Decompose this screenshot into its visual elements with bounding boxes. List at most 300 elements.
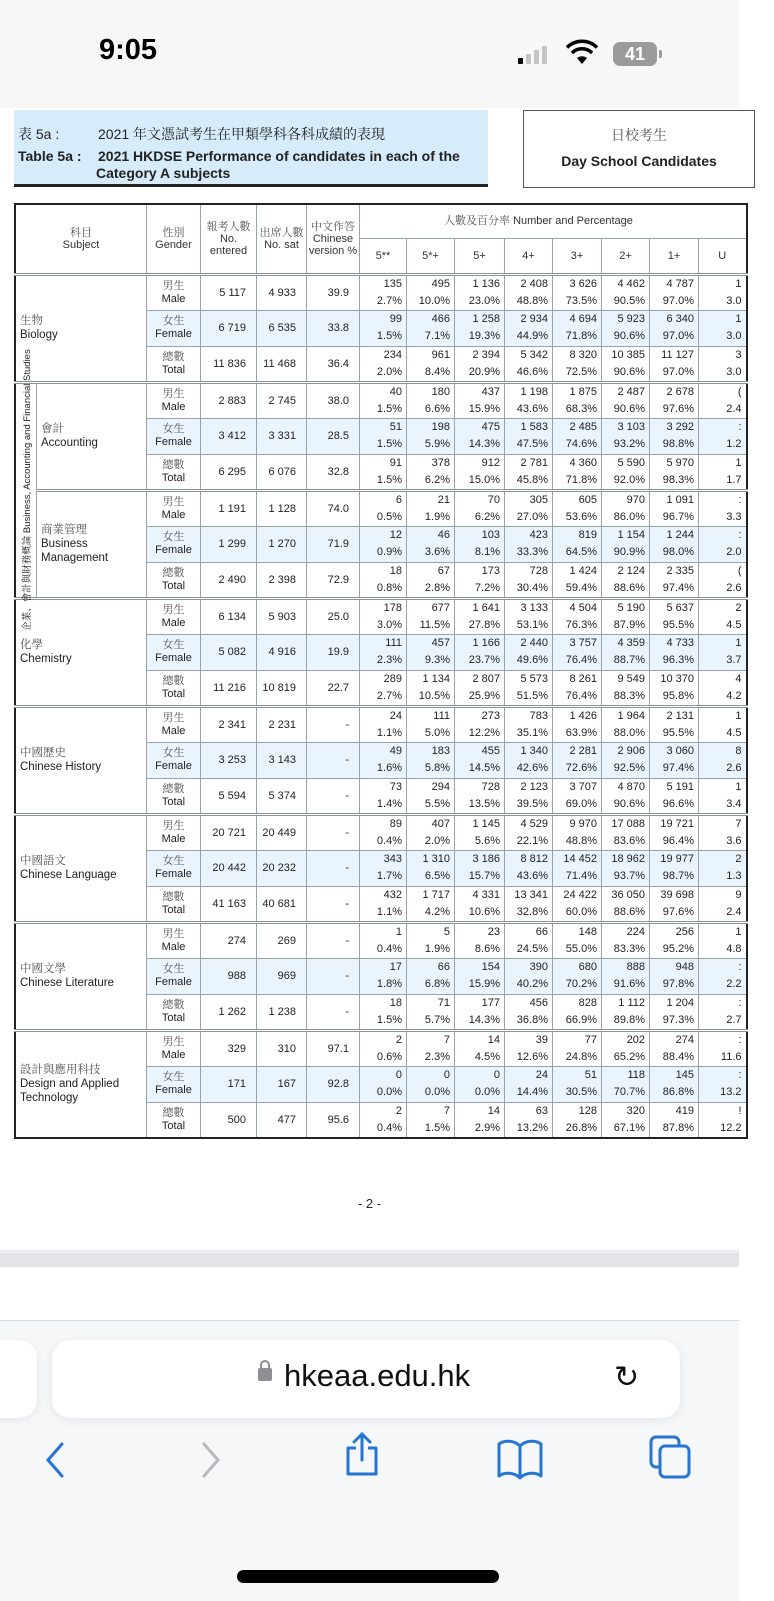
- grade-percent: 42.6%: [516, 762, 548, 774]
- grade-cell: [407, 382, 455, 418]
- grade-percent: 14.5%: [468, 762, 500, 774]
- grade-count: 1: [735, 313, 742, 325]
- home-indicator[interactable]: [237, 1570, 499, 1583]
- grade-cell: [699, 346, 747, 382]
- sat-cell: 2 745: [257, 382, 307, 418]
- grade-count: 8 812: [520, 853, 548, 865]
- grade-count: 1: [735, 709, 742, 722]
- entered-cell: 41 163: [201, 886, 257, 922]
- grade-count: 4 359: [617, 637, 645, 649]
- gender-en: Female: [155, 436, 192, 448]
- grade-cell: [699, 1030, 747, 1066]
- grade-count: 2 807: [472, 672, 500, 685]
- grade-cell: [553, 634, 602, 670]
- grade-percent: 91.6%: [613, 978, 645, 990]
- grade-cell: [650, 454, 699, 490]
- gender-zh: 總數: [162, 1106, 185, 1119]
- grade-cell: [455, 1102, 505, 1138]
- grade-count: 111: [385, 637, 402, 649]
- gender-en: Male: [161, 832, 186, 845]
- url-text[interactable]: hkeaa.edu.hk: [284, 1358, 471, 1393]
- grade-count: 5 573: [520, 672, 548, 685]
- grade-count: 118: [627, 1069, 645, 1081]
- grade-count: 2 781: [520, 456, 548, 469]
- grade-percent: 76.4%: [565, 654, 597, 666]
- grade-cell: [407, 418, 455, 454]
- grade-count: 728: [481, 780, 500, 793]
- grade-cell: [650, 526, 699, 562]
- grade-percent: 97.8%: [662, 978, 694, 990]
- grade-cell: [360, 490, 407, 526]
- table-row: [15, 274, 747, 310]
- grade-percent: 1.7: [726, 473, 742, 486]
- grade-cell: [360, 346, 407, 382]
- gender-cell: [147, 742, 201, 778]
- grade-count: 2 335: [666, 564, 694, 577]
- grade-percent: 65.2%: [613, 1050, 645, 1063]
- grade-cell: [455, 418, 505, 454]
- grade-count: 7: [443, 1104, 450, 1117]
- grade-cell: [455, 634, 505, 670]
- grade-count: 1: [735, 456, 742, 469]
- grade-cell: [553, 1066, 602, 1102]
- grade-count: :: [738, 961, 742, 973]
- title-en-label: Table 5a :: [18, 148, 82, 164]
- grade-percent: 55.0%: [565, 942, 597, 955]
- subject-name-en: Chinese Literature: [20, 977, 114, 989]
- grade-count: 6 340: [666, 313, 694, 325]
- chinese-version-cell: 74.0: [307, 490, 360, 526]
- grade-count: 3 133: [520, 601, 548, 614]
- lock-icon: [258, 1368, 272, 1381]
- entered-cell: 11 836: [201, 346, 257, 382]
- grade-percent: 3.0: [726, 330, 742, 342]
- grade-percent: 10.5%: [418, 689, 450, 702]
- table-row: [15, 490, 747, 526]
- grade-count: 5 190: [617, 601, 645, 614]
- grade-count: 819: [578, 529, 597, 541]
- grade-count: !: [738, 1104, 742, 1117]
- grade-cell: [650, 346, 699, 382]
- entered-cell: 11 216: [201, 670, 257, 706]
- grade-count: 3 707: [569, 780, 597, 793]
- grade-percent: 88.3%: [613, 689, 645, 702]
- grade-count: 3 626: [569, 277, 597, 290]
- grade-cell: [505, 346, 553, 382]
- chinese-version-cell: -: [307, 886, 360, 922]
- subject-name: [15, 274, 147, 382]
- subject-name-en: Design and Applied Technology: [20, 1078, 120, 1105]
- sat-cell: 3 143: [257, 742, 307, 778]
- grade-cell: [699, 814, 747, 850]
- subject-name-en: Business Management: [41, 538, 109, 564]
- grade-count: (: [737, 385, 742, 398]
- grade-count: 3 103: [617, 421, 645, 433]
- grade-count: 17 088: [611, 817, 645, 830]
- grade-cell: [455, 778, 505, 814]
- subject-name-zh: 設計與應用科技: [20, 1064, 101, 1077]
- grade-percent: 1.9%: [424, 510, 450, 523]
- subject-name-zh: 商業管理: [41, 524, 87, 536]
- grade-count: 154: [481, 961, 500, 973]
- grade-cell: [505, 490, 553, 526]
- grade-percent: 5.8%: [424, 762, 450, 774]
- header-grade: 5**: [360, 238, 407, 274]
- grade-cell: [650, 274, 699, 310]
- grade-cell: [699, 994, 747, 1030]
- grade-cell: [407, 814, 455, 850]
- grade-percent: 0.9%: [376, 546, 402, 558]
- grade-percent: 6.2%: [424, 473, 450, 486]
- wifi-icon: [566, 40, 598, 66]
- grade-cell: [505, 1030, 553, 1066]
- sat-cell: 1 238: [257, 994, 307, 1030]
- grade-cell: [505, 382, 553, 418]
- grade-percent: 0.8%: [376, 581, 402, 594]
- grade-count: 46: [437, 529, 450, 541]
- gender-cell: [147, 706, 201, 742]
- grade-percent: 2.3%: [376, 654, 402, 666]
- subject-group-text: 企業、會計與財務概論 Business, Accounting and Financial Studies: [22, 349, 33, 631]
- grade-percent: 92.5%: [613, 762, 645, 774]
- grade-percent: 97.0%: [662, 330, 694, 342]
- header-gender: 性別 Gender: [147, 204, 201, 274]
- page-number: - 2 -: [357, 1196, 382, 1211]
- grade-cell: [602, 382, 650, 418]
- grade-count: 40: [389, 385, 402, 398]
- grade-cell: [505, 886, 553, 922]
- entered-cell: 500: [201, 1102, 257, 1138]
- grade-count: 273: [481, 709, 500, 722]
- grade-cell: [650, 634, 699, 670]
- grade-percent: 1.1%: [376, 726, 402, 739]
- sat-cell: 477: [257, 1102, 307, 1138]
- grade-count: 728: [529, 564, 548, 577]
- grade-percent: 1.5%: [376, 330, 402, 342]
- grade-count: 3: [735, 348, 742, 361]
- grade-count: 23: [487, 925, 500, 938]
- grade-cell: [602, 454, 650, 490]
- grade-count: 677: [431, 601, 450, 614]
- address-bar[interactable]: [52, 1340, 680, 1418]
- grade-cell: [650, 958, 699, 994]
- gender-cell: [147, 274, 201, 310]
- gender-en: Total: [161, 903, 186, 916]
- grade-cell: [699, 526, 747, 562]
- grade-cell: [602, 922, 650, 958]
- gender-zh: 男生: [162, 927, 185, 940]
- candidates-en: Day School Candidates: [561, 153, 717, 169]
- grade-percent: 2.8%: [424, 581, 450, 594]
- grade-percent: 10.0%: [418, 294, 450, 307]
- chinese-version-cell: 32.8: [307, 454, 360, 490]
- grade-cell: [360, 814, 407, 850]
- share-icon[interactable]: [344, 1430, 380, 1478]
- reload-icon[interactable]: ↻: [614, 1361, 640, 1394]
- grade-percent: 35.1%: [516, 726, 548, 739]
- grade-percent: 1.4%: [376, 797, 402, 810]
- gender-cell: [147, 814, 201, 850]
- gender-zh: 女生: [162, 963, 185, 975]
- grade-cell: [602, 994, 650, 1030]
- grade-count: 198: [431, 421, 450, 433]
- subject-name-zh: 會計: [41, 423, 64, 435]
- sat-cell: 1 128: [257, 490, 307, 526]
- gender-cell: [147, 1030, 201, 1066]
- grade-count: 961: [431, 348, 450, 361]
- grade-cell: [699, 454, 747, 490]
- grade-count: 18 962: [611, 853, 645, 865]
- grade-percent: 88.0%: [613, 726, 645, 739]
- gender-cell: [147, 922, 201, 958]
- grade-cell: [650, 1030, 699, 1066]
- grade-percent: 97.6%: [662, 402, 694, 415]
- title-zh-label: 表 5a :: [18, 126, 60, 142]
- tabs-icon[interactable]: [648, 1434, 692, 1480]
- grade-percent: 97.4%: [662, 762, 694, 774]
- grade-count: 8 320: [569, 348, 597, 361]
- grade-count: 407: [431, 817, 450, 830]
- grade-cell: [602, 958, 650, 994]
- grade-cell: [455, 274, 505, 310]
- subject-name: [15, 1030, 147, 1138]
- grade-percent: 2.0%: [376, 365, 402, 378]
- sat-cell: 3 331: [257, 418, 307, 454]
- grade-cell: [407, 778, 455, 814]
- grade-percent: 1.5%: [376, 402, 402, 415]
- grade-count: 7: [735, 817, 742, 830]
- gender-zh: 女生: [162, 747, 185, 759]
- gender-zh: 女生: [162, 531, 185, 543]
- grade-percent: 46.6%: [516, 365, 548, 378]
- grade-cell: [505, 562, 553, 598]
- gender-cell: [147, 994, 201, 1030]
- gender-zh: 總數: [162, 890, 185, 903]
- grade-percent: 48.8%: [516, 294, 548, 307]
- grade-cell: [650, 1102, 699, 1138]
- grade-percent: 13.2: [720, 1086, 742, 1098]
- grade-count: 39 698: [660, 888, 694, 901]
- chinese-version-cell: 25.0: [307, 598, 360, 634]
- grade-count: 17: [389, 961, 402, 973]
- grade-percent: 8.4%: [424, 365, 450, 378]
- grade-percent: 3.6: [726, 834, 742, 847]
- grade-count: 3 757: [569, 637, 597, 649]
- grade-count: 5 590: [617, 456, 645, 469]
- grade-count: 605: [578, 493, 597, 506]
- grade-count: 1 198: [520, 385, 548, 398]
- gender-zh: 總數: [162, 782, 185, 795]
- grade-cell: [360, 1030, 407, 1066]
- gender-zh: 男生: [162, 495, 185, 508]
- grade-cell: [553, 958, 602, 994]
- grade-cell: [505, 958, 553, 994]
- grade-count: 1 424: [569, 564, 597, 577]
- entered-cell: 171: [201, 1066, 257, 1102]
- grade-count: 419: [675, 1104, 694, 1117]
- grade-count: 2 906: [617, 745, 645, 757]
- bookmarks-icon[interactable]: [496, 1436, 544, 1480]
- grade-cell: [455, 1066, 505, 1102]
- sat-cell: 40 681: [257, 886, 307, 922]
- grade-percent: 14.4%: [516, 1086, 548, 1098]
- grade-cell: [650, 706, 699, 742]
- grade-cell: [505, 274, 553, 310]
- chinese-version-cell: 28.5: [307, 418, 360, 454]
- battery-icon: 41: [613, 42, 657, 66]
- gender-en: Female: [155, 868, 192, 880]
- gender-en: Total: [161, 687, 186, 700]
- grade-count: 475: [481, 421, 500, 433]
- grade-cell: [360, 670, 407, 706]
- title-en-line1: 2021 HKDSE Performance of candidates in each of the: [98, 148, 460, 164]
- grade-count: 256: [675, 925, 694, 938]
- grade-percent: 1.7%: [376, 870, 402, 882]
- grade-percent: 5.9%: [424, 438, 450, 450]
- grade-percent: 3.0%: [376, 618, 402, 631]
- entered-cell: 6 295: [201, 454, 257, 490]
- grade-cell: [360, 850, 407, 886]
- grade-count: 21: [437, 493, 450, 506]
- grade-cell: [455, 526, 505, 562]
- grade-cell: [699, 778, 747, 814]
- previous-tab-pill[interactable]: [0, 1340, 37, 1418]
- subject-name: [37, 382, 147, 490]
- grade-percent: 95.5%: [662, 726, 694, 739]
- grade-percent: 73.5%: [565, 294, 597, 307]
- gender-cell: [147, 850, 201, 886]
- grade-cell: [602, 634, 650, 670]
- page-separator: [0, 1250, 739, 1267]
- grade-cell: [505, 742, 553, 778]
- header-grade: 5*+: [407, 238, 455, 274]
- back-icon[interactable]: [40, 1440, 70, 1480]
- grade-count: 1 426: [569, 709, 597, 722]
- grade-percent: 2.6: [726, 581, 742, 594]
- grade-count: 1 964: [617, 709, 645, 722]
- grade-percent: 4.5: [726, 726, 742, 739]
- grade-percent: 90.5%: [613, 294, 645, 307]
- grade-count: 77: [584, 1033, 597, 1046]
- grade-cell: [455, 742, 505, 778]
- grade-count: 1 340: [520, 745, 548, 757]
- grade-count: 2: [395, 1104, 402, 1117]
- entered-cell: 1 191: [201, 490, 257, 526]
- grade-count: 1 136: [472, 277, 500, 290]
- grade-cell: [699, 490, 747, 526]
- grade-cell: [360, 562, 407, 598]
- grade-count: 19 721: [660, 817, 694, 830]
- grade-percent: 4.5%: [474, 1050, 500, 1063]
- grade-percent: 10.6%: [468, 905, 500, 918]
- grade-percent: 59.4%: [565, 581, 597, 594]
- grade-percent: 53.1%: [516, 618, 548, 631]
- sat-cell: 2 398: [257, 562, 307, 598]
- grade-count: 1: [735, 925, 742, 938]
- grade-cell: [602, 742, 650, 778]
- entered-cell: 5 082: [201, 634, 257, 670]
- grade-cell: [455, 454, 505, 490]
- grade-percent: 8.1%: [474, 546, 500, 558]
- grade-percent: 2.9%: [474, 1121, 500, 1134]
- grade-count: 2 281: [569, 745, 597, 757]
- gender-zh: 男生: [162, 387, 185, 400]
- grade-count: 24: [389, 709, 402, 722]
- grade-percent: 2.3%: [424, 1050, 450, 1063]
- grade-cell: [360, 778, 407, 814]
- header-grade: 1+: [650, 238, 699, 274]
- grade-cell: [407, 886, 455, 922]
- grade-percent: 2.0%: [424, 834, 450, 847]
- grade-cell: [455, 562, 505, 598]
- grade-count: 828: [578, 996, 597, 1009]
- grade-cell: [360, 382, 407, 418]
- grade-percent: 3.4: [726, 797, 742, 810]
- gender-en: Male: [161, 940, 186, 953]
- gender-zh: 男生: [162, 279, 185, 292]
- grade-percent: 71.8%: [565, 330, 597, 342]
- grade-count: 234: [383, 348, 402, 361]
- grade-count: 1: [735, 277, 742, 290]
- entered-cell: 6 719: [201, 310, 257, 346]
- grade-percent: 0.0%: [424, 1086, 450, 1098]
- grade-cell: [699, 274, 747, 310]
- grade-count: 180: [431, 385, 450, 398]
- grade-count: 135: [383, 277, 402, 290]
- grade-cell: [602, 1102, 650, 1138]
- grade-count: 948: [675, 961, 694, 973]
- grade-cell: [553, 778, 602, 814]
- grade-percent: 15.9%: [468, 978, 500, 990]
- grade-percent: 72.5%: [565, 365, 597, 378]
- grade-cell: [602, 814, 650, 850]
- gender-cell: [147, 382, 201, 418]
- grade-count: 343: [383, 853, 402, 865]
- gender-cell: [147, 670, 201, 706]
- grade-count: :: [738, 1033, 742, 1046]
- grade-percent: 86.8%: [662, 1086, 694, 1098]
- sat-cell: 5 903: [257, 598, 307, 634]
- grade-count: 305: [529, 493, 548, 506]
- gender-zh: 男生: [162, 1035, 185, 1048]
- gender-en: Female: [155, 652, 192, 664]
- grade-percent: 27.0%: [516, 510, 548, 523]
- gender-cell: [147, 526, 201, 562]
- grade-percent: 90.6%: [613, 330, 645, 342]
- grade-count: 1 244: [666, 529, 694, 541]
- grade-percent: 98.0%: [662, 546, 694, 558]
- grade-count: 24 422: [563, 888, 597, 901]
- grade-percent: 1.5%: [376, 438, 402, 450]
- gender-zh: 男生: [162, 603, 185, 616]
- grade-percent: 3.0: [726, 365, 742, 378]
- grade-count: 1 641: [472, 601, 500, 614]
- grade-count: 18: [389, 564, 402, 577]
- grade-cell: [360, 526, 407, 562]
- subject-name: [15, 814, 147, 922]
- grade-percent: 0.0%: [474, 1086, 500, 1098]
- gender-en: Total: [161, 1119, 186, 1132]
- grade-cell: [407, 274, 455, 310]
- grade-cell: [505, 706, 553, 742]
- grade-percent: 1.9%: [424, 942, 450, 955]
- grade-count: 14: [487, 1104, 500, 1117]
- grade-cell: [553, 1030, 602, 1066]
- grade-cell: [699, 310, 747, 346]
- entered-cell: 274: [201, 922, 257, 958]
- grade-percent: 86.0%: [613, 510, 645, 523]
- forward-icon[interactable]: [196, 1440, 226, 1480]
